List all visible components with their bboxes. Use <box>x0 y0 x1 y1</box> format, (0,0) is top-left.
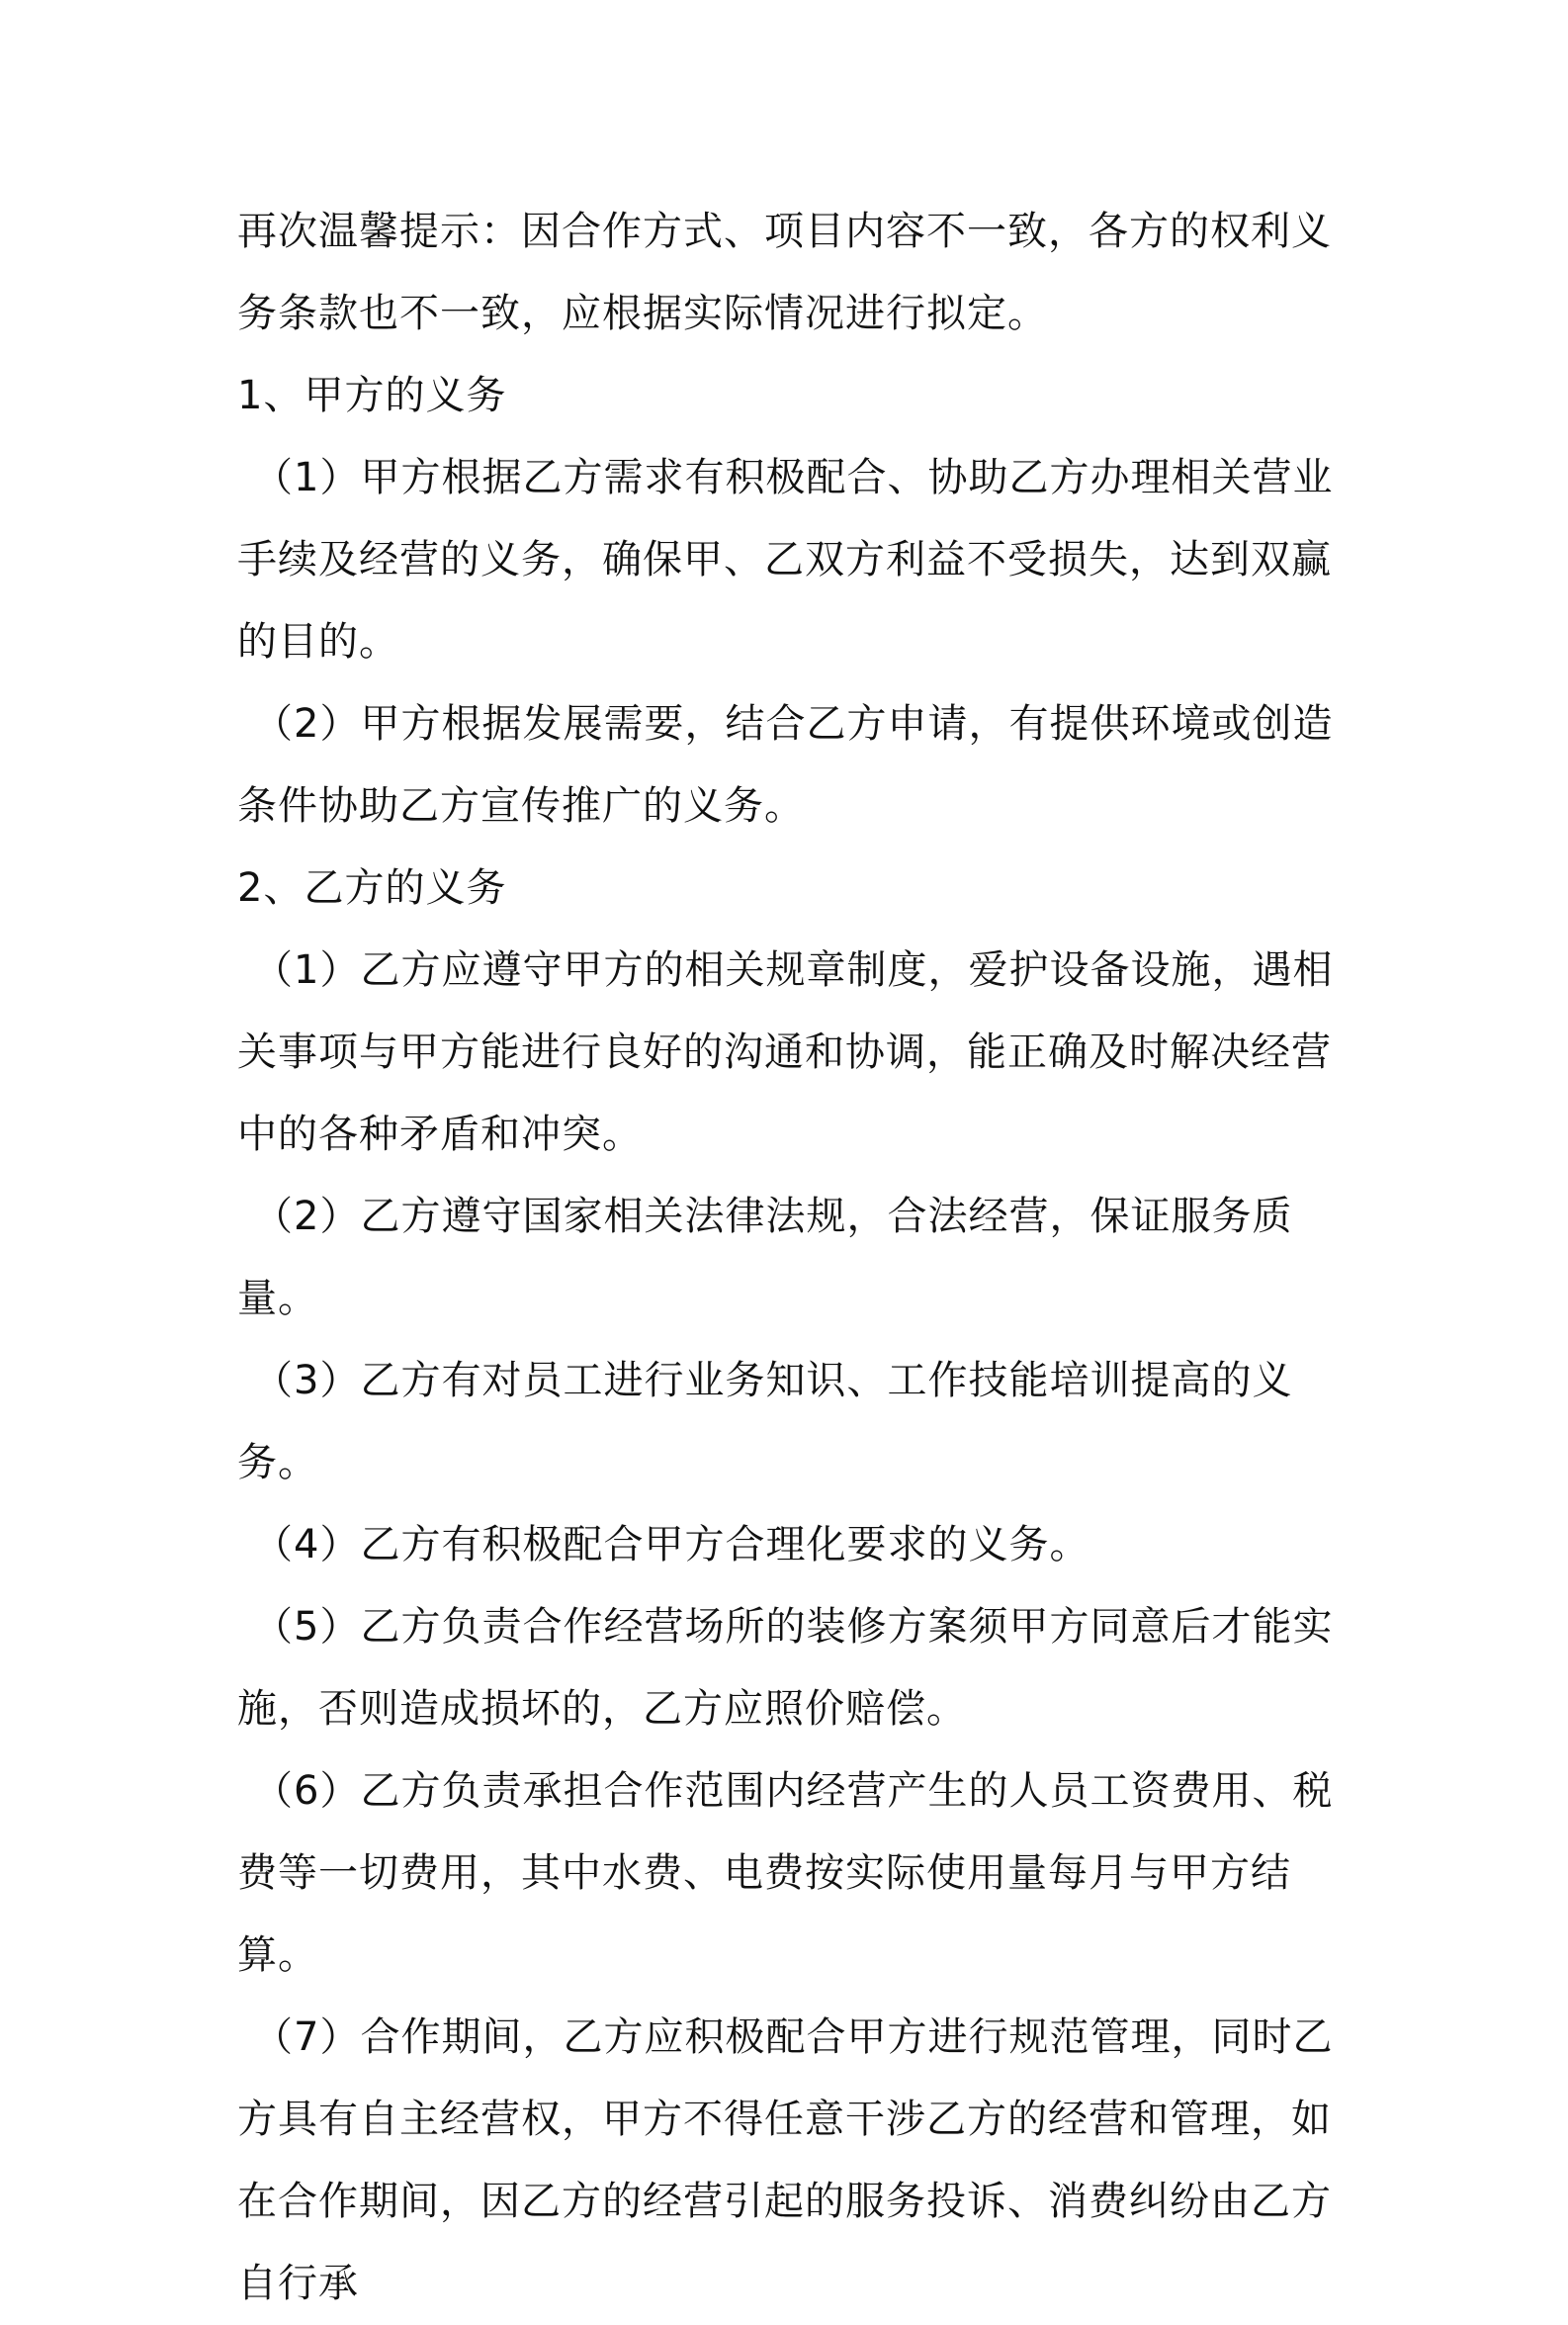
party-b-clause-7: （7）合作期间，乙方应积极配合甲方进行规范管理，同时乙方具有自主经营权，甲方不得任意干涉乙方的经营和管理，如在合作期间，因乙方的经营引起的服务投诉、消费纠纷由乙方自行承 <box>237 2014 1334 2306</box>
party-a-clause-1: （1）甲方根据乙方需求有积极配合、协助乙方办理相关营业手续及经营的义务，确保甲、乙双方利益不受损失，达到双赢的目的。 <box>237 455 1334 665</box>
party-b-clause-3: （3）乙方有对员工进行业务知识、工作技能培训提高的义务。 <box>237 1358 1293 1485</box>
section-heading-party-a: 1、甲方的义务 <box>237 373 507 418</box>
party-a-clause-2: （2）甲方根据发展需要，结合乙方申请，有提供环境或创造条件协助乙方宣传推广的义务。 <box>237 701 1334 829</box>
reminder-paragraph: 再次温馨提示：因合作方式、项目内容不一致，各方的权利义务条款也不一致，应根据实际情况进行拟定。 <box>237 209 1332 336</box>
party-b-clause-1: （1）乙方应遵守甲方的相关规章制度，爱护设备设施，遇相关事项与甲方能进行良好的沟通和协调，能正确及时解决经营中的各种矛盾和冲突。 <box>237 947 1334 1157</box>
document-body <box>237 191 1345 2325</box>
party-b-clause-5: （5）乙方负责合作经营场所的装修方案须甲方同意后才能实施，否则造成损坏的，乙方应照价赔偿。 <box>237 1604 1334 1732</box>
party-b-clause-2: （2）乙方遵守国家相关法律法规，合法经营，保证服务质量。 <box>237 1194 1293 1321</box>
party-b-clause-6: （6）乙方负责承担合作范围内经营产生的人员工资费用、税费等一切费用，其中水费、电费按实际使用量每月与甲方结算。 <box>237 1768 1334 1978</box>
party-b-clause-4: （4）乙方有积极配合甲方合理化要求的义务。 <box>253 1522 1090 1567</box>
section-heading-party-b: 2、乙方的义务 <box>237 865 507 911</box>
